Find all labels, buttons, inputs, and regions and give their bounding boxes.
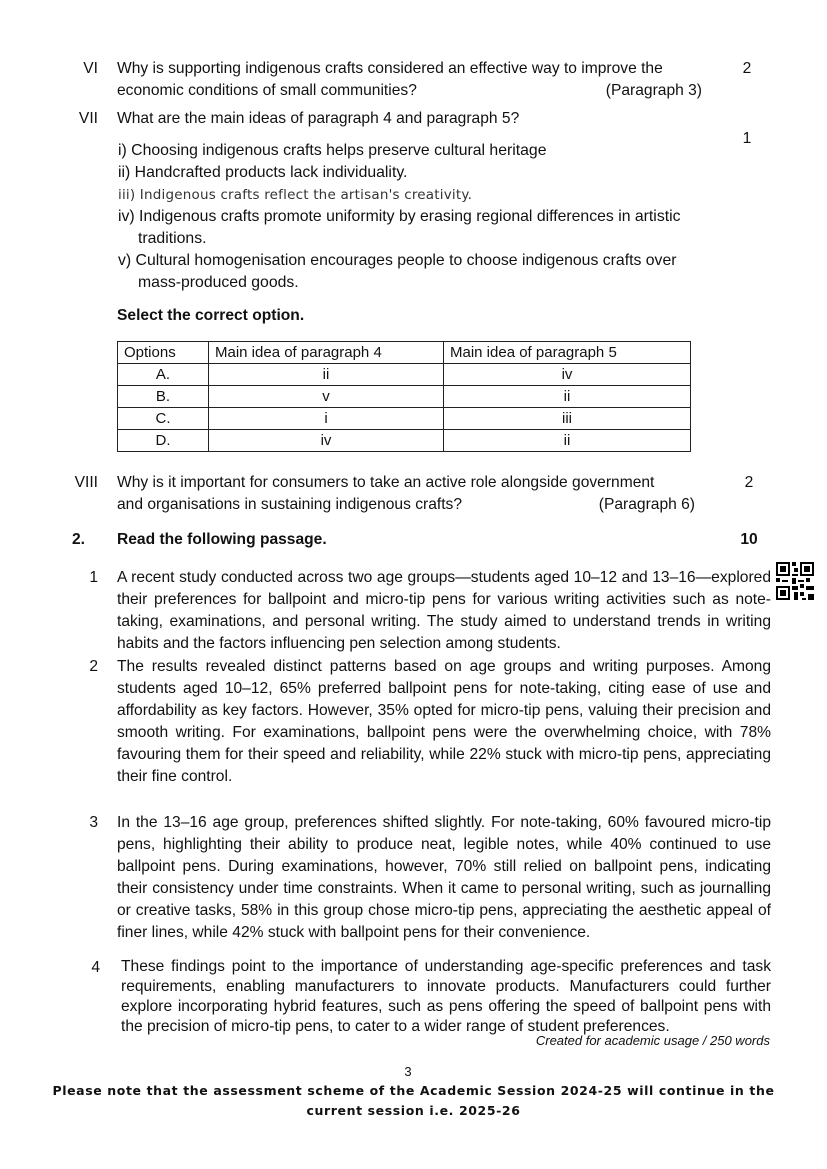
table-row [118, 430, 691, 452]
question-text [117, 472, 695, 516]
list-item: v) Cultural homogenisation encourages people to choose indigenous crafts over [118, 252, 677, 269]
passage-paragraph: The results revealed distinct patterns based on age groups and writing purposes. Among students aged 10–12, 65% preferred ballpoint pens for note-taking, citing ease of use and affordability as key factors. However, 35% opted for micro-tip pens, valuing their precision and smooth writing. For examinations, ballpoint pens were the overwhelming choice, with 78% favouring them for their speed and reliability, while 22% stuck with micro-tip pens, appreciating their fine control. [117, 658, 771, 785]
paragraph-number: 3 [89, 814, 98, 831]
instruction: Select the correct option. [117, 307, 305, 324]
table-cell: ii [209, 364, 444, 386]
table-cell: B. [118, 386, 209, 408]
question-text [117, 58, 702, 102]
table-header: Options [118, 342, 209, 364]
table-cell: iv [209, 430, 444, 452]
table-row [118, 386, 691, 408]
marks: 1 [742, 130, 752, 147]
passage-paragraph: In the 13–16 age group, preferences shifted slightly. For note-taking, 60% favoured micro-tip pens, highlighting their ability to produce neat, legible notes, while 40% continued to use ballpoint pens. During examinations, however, 70% still relied on ballpoint pens, indicating their consistency under time constraints. When it came to personal writing, such as journalling or creative tasks, 58% in this group chose micro-tip pens, appreciating the aesthetic appeal of finer lines, while 42% stuck with ballpoint pens for their convenience. [117, 814, 771, 941]
table-header: Main idea of paragraph 4 [209, 342, 444, 364]
section-number: 2. [72, 531, 86, 548]
paragraph-reference: (Paragraph 6) [598, 496, 695, 513]
list-item: iv) Indigenous crafts promote uniformity by erasing regional differences in artistic [118, 208, 681, 225]
table-cell: ii [444, 386, 691, 408]
paragraph-number: 4 [91, 959, 100, 976]
qr-code-icon [776, 562, 814, 600]
options-table [117, 341, 691, 452]
list-item-continuation: traditions. [138, 230, 207, 247]
table-cell: iv [444, 364, 691, 386]
table-cell: iii [444, 408, 691, 430]
section-title: Read the following passage. [117, 531, 327, 548]
table-header: Main idea of paragraph 5 [444, 342, 691, 364]
list-item-continuation: mass-produced goods. [138, 274, 299, 291]
question-line-text: economic conditions of small communities? [117, 82, 417, 99]
table-cell: i [209, 408, 444, 430]
question-line [117, 494, 695, 516]
question-text: What are the main ideas of paragraph 4 and paragraph 5? [117, 110, 520, 127]
question-number: VI [83, 60, 98, 77]
footer-note: current session i.e. 2025-26 [306, 1103, 521, 1118]
footer-note: Please note that the assessment scheme of the Academic Session 2024-25 will continue in the [52, 1083, 775, 1098]
options-list [118, 140, 718, 294]
page-number: 3 [404, 1064, 412, 1079]
list-item: i) Choosing indigenous crafts helps preserve cultural heritage [118, 142, 547, 159]
paragraph-number: 2 [89, 658, 98, 675]
list-item: iii) Indigenous crafts reflect the artisan's creativity. [118, 187, 473, 203]
table-cell: v [209, 386, 444, 408]
list-item: ii) Handcrafted products lack individuality. [118, 164, 408, 181]
marks: 2 [742, 60, 752, 77]
table-cell: D. [118, 430, 209, 452]
table-cell: ii [444, 430, 691, 452]
table-cell: C. [118, 408, 209, 430]
table-row [118, 408, 691, 430]
marks: 2 [744, 474, 754, 491]
question-number: VIII [74, 474, 98, 491]
question-number: VII [78, 110, 98, 127]
table-row [118, 364, 691, 386]
paragraph-number: 1 [89, 569, 98, 586]
source-credit: Created for academic usage / 250 words [535, 1033, 770, 1048]
question-line: Why is supporting indigenous crafts considered an effective way to improve the [117, 60, 663, 77]
question-line-text: and organisations in sustaining indigenous crafts? [117, 496, 463, 513]
table-cell: A. [118, 364, 209, 386]
table-header-row [118, 342, 691, 364]
passage-paragraph: A recent study conducted across two age groups—students aged 10–12 and 13–16—explored their preferences for ballpoint and micro-tip pens for various writing activities such as note-taking, examinations, and personal writing. The study aimed to understand trends in writing habits and the factors influencing pen selection among students. [117, 569, 771, 652]
marks: 10 [740, 531, 758, 548]
question-line [117, 80, 702, 102]
question-line: Why is it important for consumers to take an active role alongside government [117, 474, 655, 491]
paragraph-reference: (Paragraph 3) [605, 82, 702, 99]
passage-paragraph: These findings point to the importance of understanding age-specific preferences and task requirements, enabling manufacturers to innovate products. Manufacturers could further explore incorporating hybrid features, such as pens offering the speed of ballpoint pens with the precision of micro-tip pens, to cater to a wider range of student preferences. [121, 958, 771, 1035]
